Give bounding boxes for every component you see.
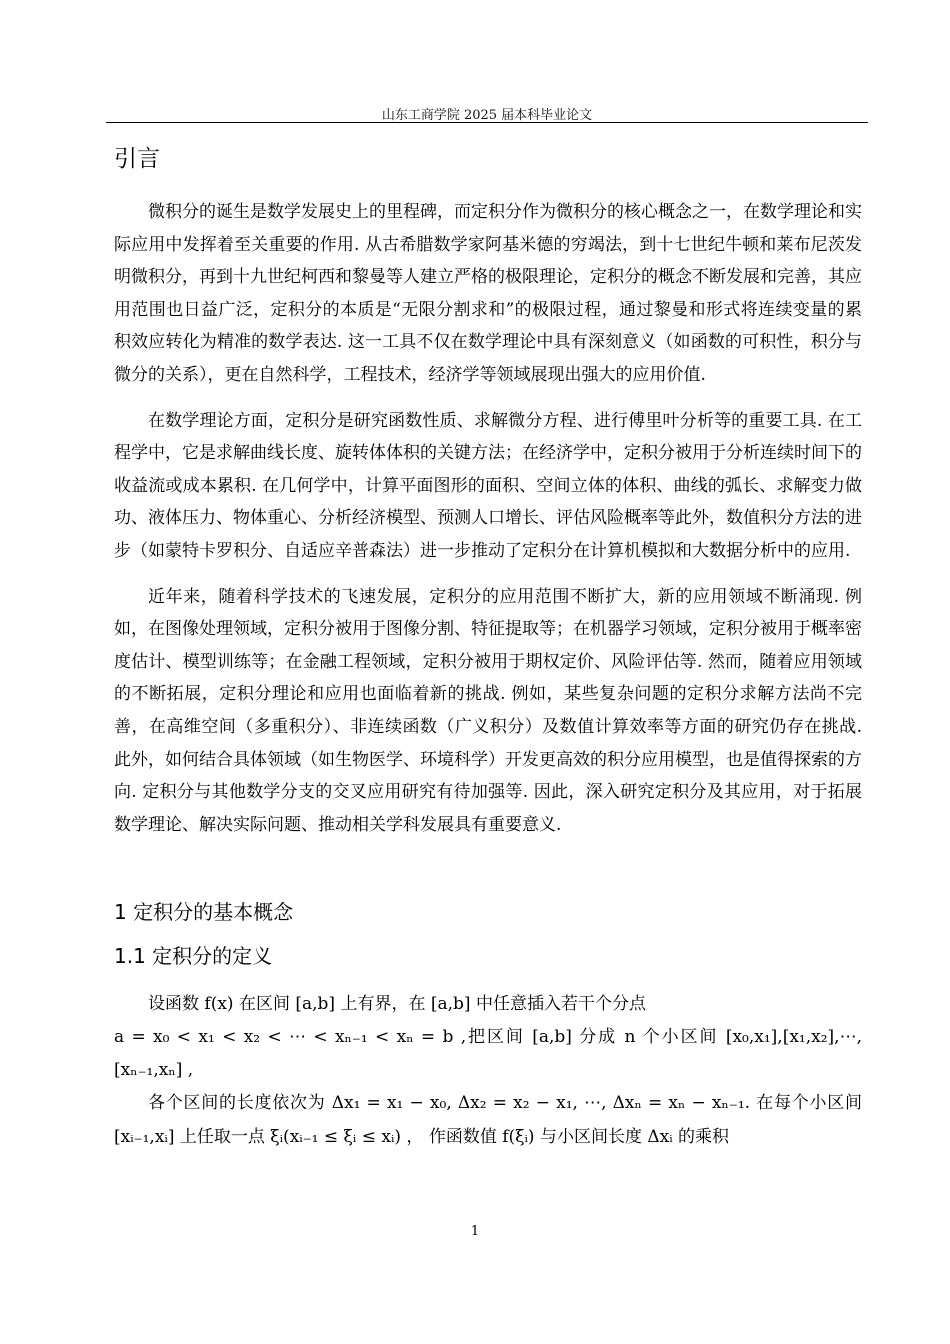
intro-paragraph-2: 在数学理论方面，定积分是研究函数性质、求解微分方程、进行傅里叶分析等的重要工具. 在工程学中，它是求解曲线长度、旋转体体积的关键方法；在经济学中，定积分被用于分析连续时间下的收益流或成本累积. 在几何学中，计算平面图形的面积、空间立体的体积、曲线的弧长、求解变力做功、液体压力、物体重心、分析经济模型、预测人口增长、评估风险概率等此外，数值积分方法的进步（如蒙特卡罗积分、自适应辛普森法）进一步推动了定积分在计算机模拟和大数据分析中的应用. — [114, 410, 862, 561]
intro-paragraph-1: 微积分的诞生是数学发展史上的里程碑，而定积分作为微积分的核心概念之一，在数学理论和实际应用中发挥着至关重要的作用. 从古希腊数学家阿基米德的穷竭法，到十七世纪牛顿和莱布尼茨发明微积分，再到十九世纪柯西和黎曼等人建立严格的极限理论，定积分的概念不断发展和完善，其应用范围也日益广泛，定积分的本质是“无限分割求和”的极限过程，通过黎曼和形式将连续变量的累积效应转化为精准的数学表达. 这一工具不仅在数学理论中具有深刻意义（如函数的可积性，积分与微分的关系），更在自然科学，工程技术，经济学等领域展现出强大的应用价值. — [114, 202, 862, 385]
page-number: 1 — [470, 1224, 480, 1239]
definition-line-1: 设函数 f(x) 在区间 [a,b] 上有界，在 [a,b] 中任意插入若干个分点 — [148, 994, 646, 1015]
header-rule — [106, 122, 868, 123]
page-content — [114, 142, 862, 1154]
definition-line-2: a = x₀ < x₁ < x₂ < ⋯ < xₙ₋₁ < xₙ = b ,把区间 [a,b] 分成 n 个小区间 [x₀,x₁],[x₁,x₂],⋯,[xₙ₋₁,xₙ] , — [114, 1027, 862, 1080]
definition-line-3: 各个区间的长度依次为 Δx₁ = x₁ − x₀, Δx₂ = x₂ − x₁, ⋯, Δxₙ = xₙ − xₙ₋₁. 在每个小区间 [xᵢ₋₁,xᵢ] 上任取一点 ξᵢ(xᵢ₋₁ ≤ ξᵢ ≤ xᵢ) ， 作函数值 f(ξᵢ) 与小区间长度 Δxᵢ 的乘积 — [114, 1093, 862, 1148]
section-1-1-heading: 1.1 定积分的定义 — [114, 944, 273, 969]
intro-paragraph-3: 近年来，随着科学技术的飞速发展，定积分的应用范围不断扩大，新的应用领域不断涌现. 例如，在图像处理领域，定积分被用于图像分割、特征提取等；在机器学习领域，定积分被用于概率密度估计、模型训练等；在金融工程领域，定积分被用于期权定价、风险评估等. 然而，随着应用领域的不断拓展，定积分理论和应用也面临着新的挑战. 例如，某些复杂问题的定积分求解方法尚不完善，在高维空间（多重积分）、非连续函数（广义积分）及数值计算效率等方面的研究仍存在挑战. 此外，如何结合具体领域（如生物医学、环境科学）开发更高效的积分应用模型，也是值得探索的方向. 定积分与其他数学分支的交叉应用研究有待加强等. 因此，深入研究定积分及其应用，对于拓展数学理论、解决实际问题、推动相关学科发展具有重要意义. — [114, 586, 862, 835]
section-1-heading: 1 定积分的基本概念 — [114, 900, 294, 925]
intro-heading: 引言 — [114, 146, 160, 172]
running-header: 山东工商学院 2025 届本科毕业论文 — [381, 108, 593, 123]
